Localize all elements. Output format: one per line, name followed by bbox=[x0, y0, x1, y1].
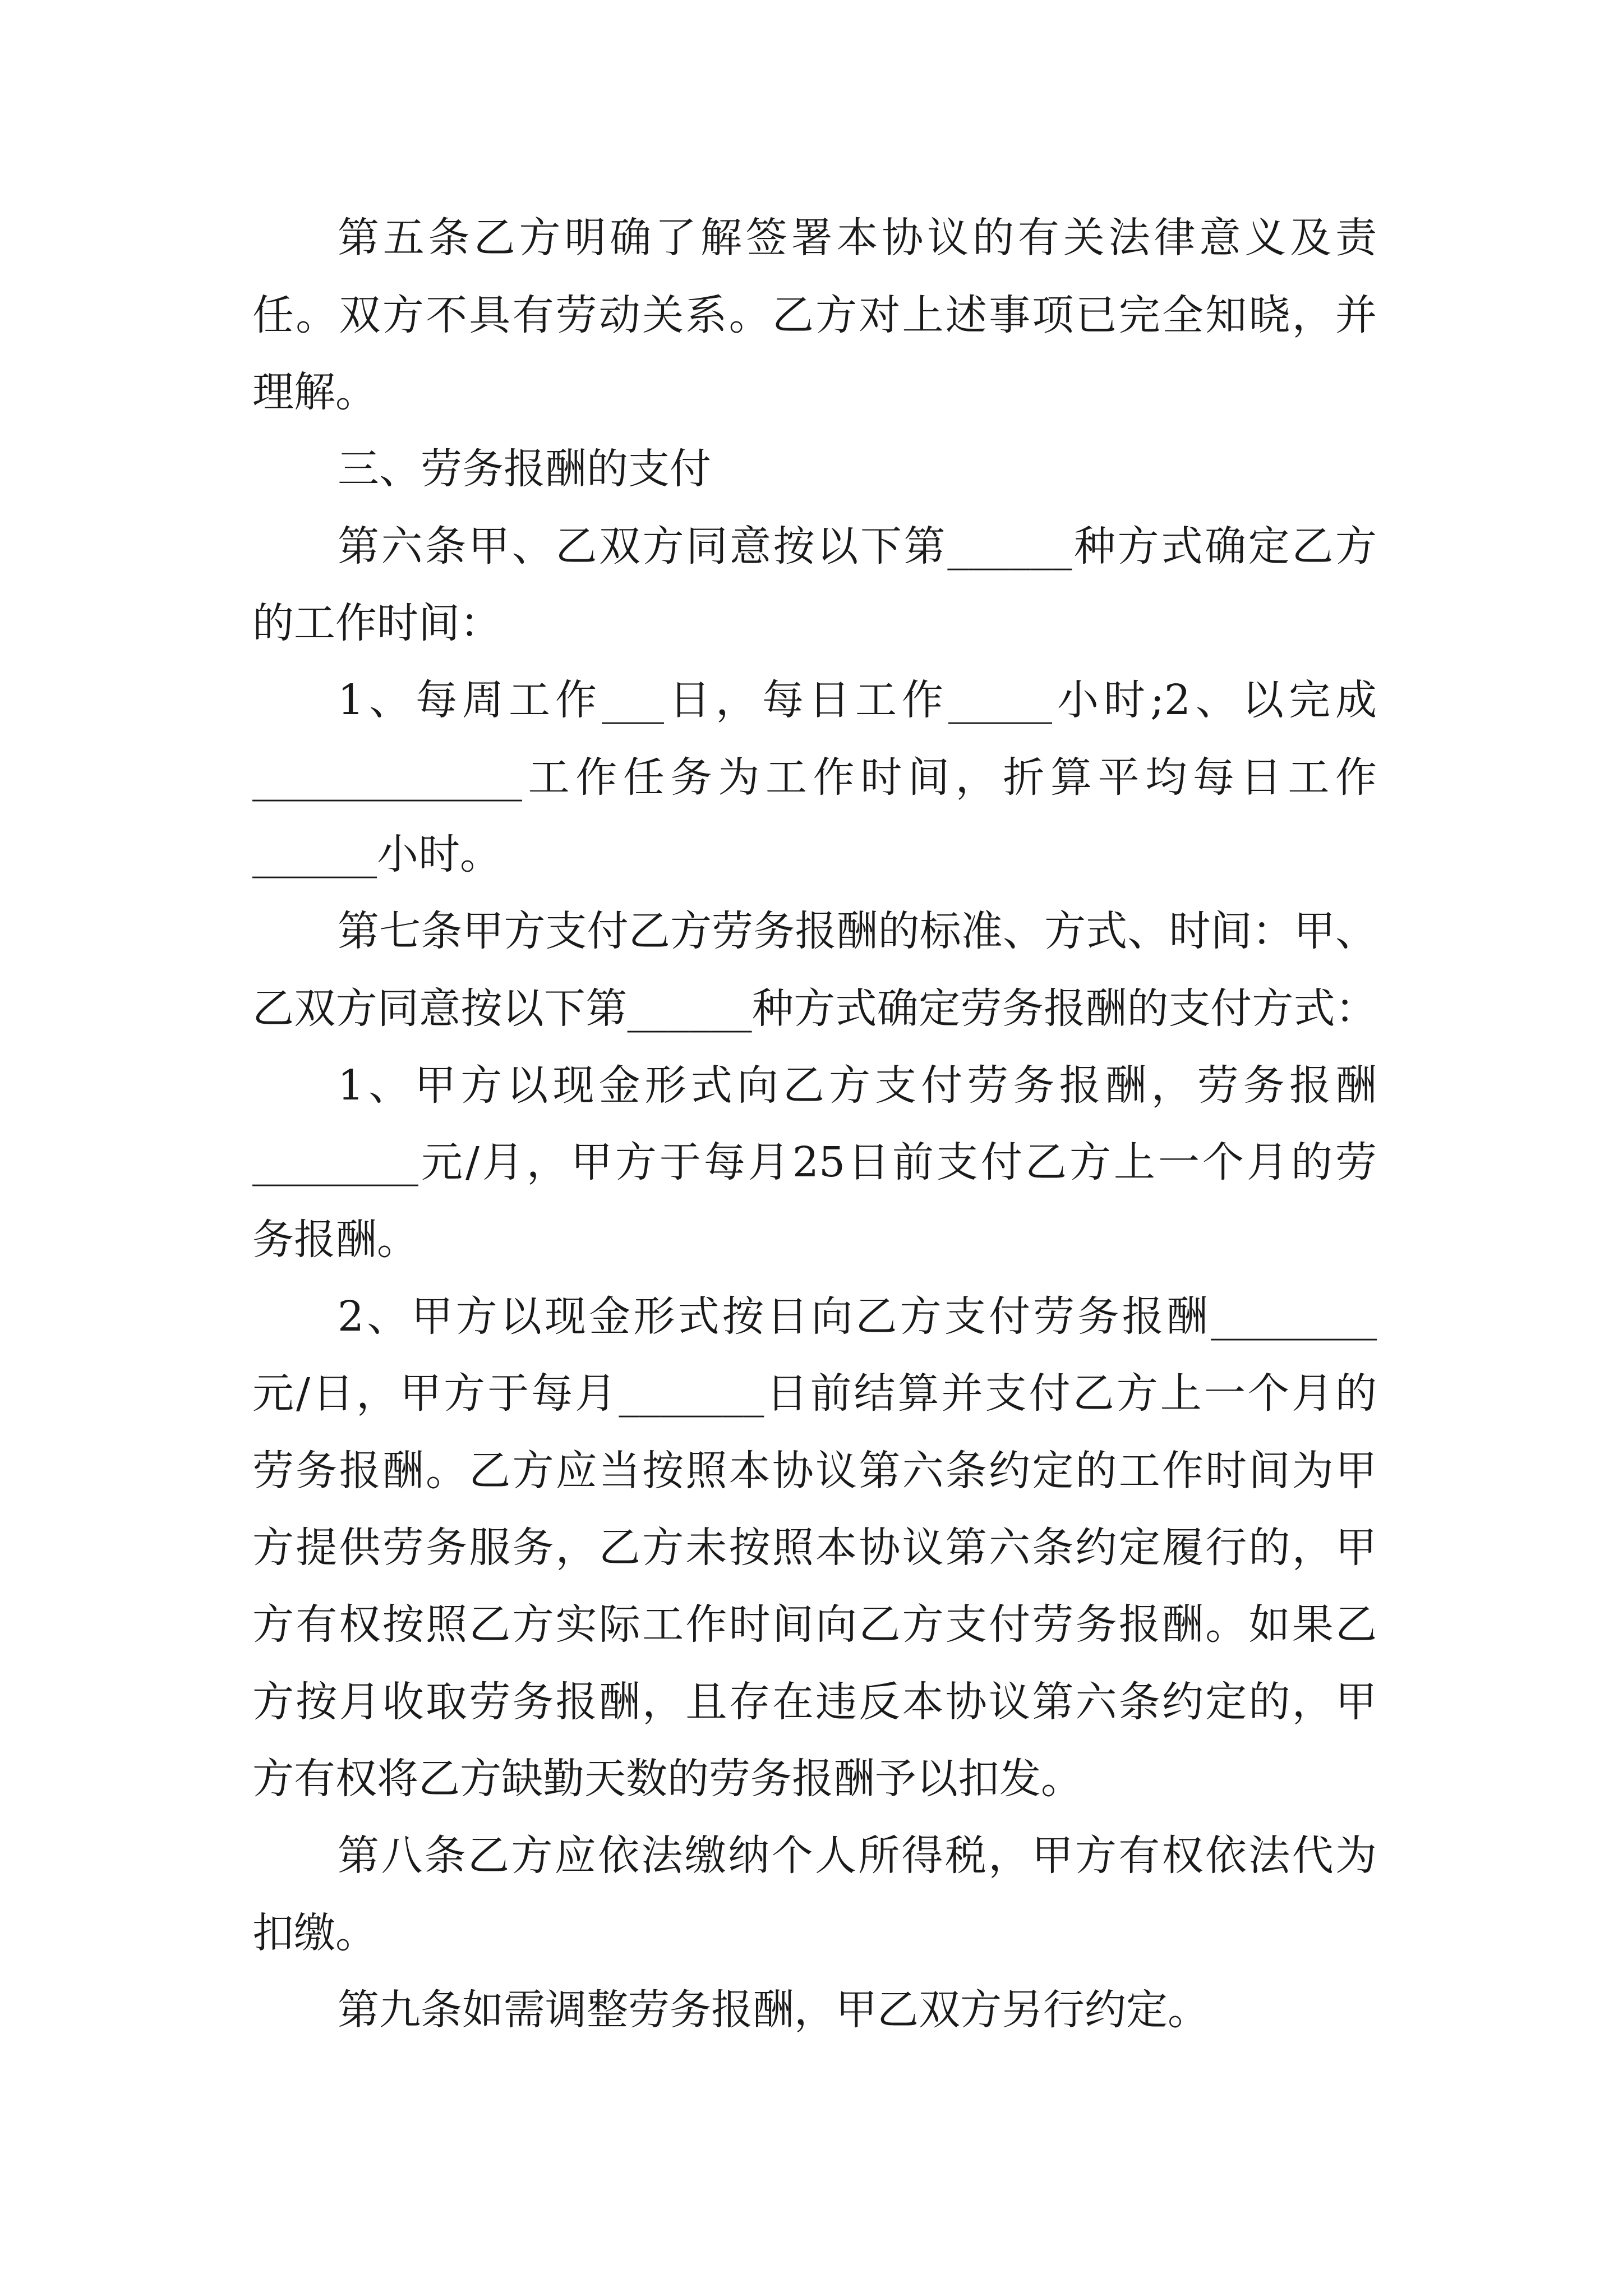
article-8-line-1: 第八条乙方应依法缴纳个人所得税，甲方有权依法代为 bbox=[338, 1832, 1377, 1880]
article-7-item-1-line-1: 1、甲方以现金形式向乙方支付劳务报酬，劳务报酬 bbox=[338, 1061, 1377, 1110]
article-7-item-1-line-3: 务报酬。 bbox=[252, 1216, 418, 1264]
article-6-line-2: 的工作时间： bbox=[252, 599, 501, 647]
article-7-item-2-line-1: 2、甲方以现金形式按日向乙方支付劳务报酬________ bbox=[338, 1292, 1377, 1341]
section-3-heading: 三、劳务报酬的支付 bbox=[338, 445, 711, 493]
article-5-line-2: 任。双方不具有劳动关系。乙方对上述事项已完全知晓，并 bbox=[252, 291, 1377, 339]
article-7-item-2-line-4: 方提供劳务服务，乙方未按照本协议第六条约定履行的，甲 bbox=[252, 1524, 1377, 1572]
article-7-item-2-line-7: 方有权将乙方缺勤天数的劳务报酬予以扣发。 bbox=[252, 1755, 1082, 1803]
article-6-item-line-3: ______小时。 bbox=[252, 830, 501, 878]
article-5-line-1: 第五条乙方明确了解签署本协议的有关法律意义及责 bbox=[338, 214, 1377, 262]
article-7-item-1-line-2: ________元/月，甲方于每月25日前支付乙方上一个月的劳 bbox=[252, 1138, 1377, 1186]
article-5-line-3: 理解。 bbox=[252, 368, 377, 416]
article-6-item-line-2: _____________工作任务为工作时间，折算平均每日工作 bbox=[252, 753, 1377, 802]
article-9-line-1: 第九条如需调整劳务报酬，甲乙双方另行约定。 bbox=[338, 1986, 1209, 2034]
article-7-item-2-line-2: 元/日，甲方于每月_______日前结算并支付乙方上一个月的 bbox=[252, 1369, 1377, 1418]
article-7-item-2-line-3: 劳务报酬。乙方应当按照本协议第六条约定的工作时间为甲 bbox=[252, 1447, 1377, 1495]
article-7-item-2-line-6: 方按月收取劳务报酬，且存在违反本协议第六条约定的，甲 bbox=[252, 1678, 1377, 1726]
article-7-item-2-line-5: 方有权按照乙方实际工作时间向乙方支付劳务报酬。如果乙 bbox=[252, 1600, 1377, 1649]
article-7-line-1: 第七条甲方支付乙方劳务报酬的标准、方式、时间：甲、 bbox=[338, 907, 1377, 955]
article-7-line-2: 乙双方同意按以下第______种方式确定劳务报酬的支付方式： bbox=[252, 984, 1377, 1033]
article-6-line-1: 第六条甲、乙双方同意按以下第______种方式确定乙方 bbox=[338, 522, 1377, 570]
article-6-item-line-1: 1、每周工作___日，每日工作_____小时;2、以完成 bbox=[338, 676, 1377, 724]
article-8-line-2: 扣缴。 bbox=[252, 1909, 377, 1957]
